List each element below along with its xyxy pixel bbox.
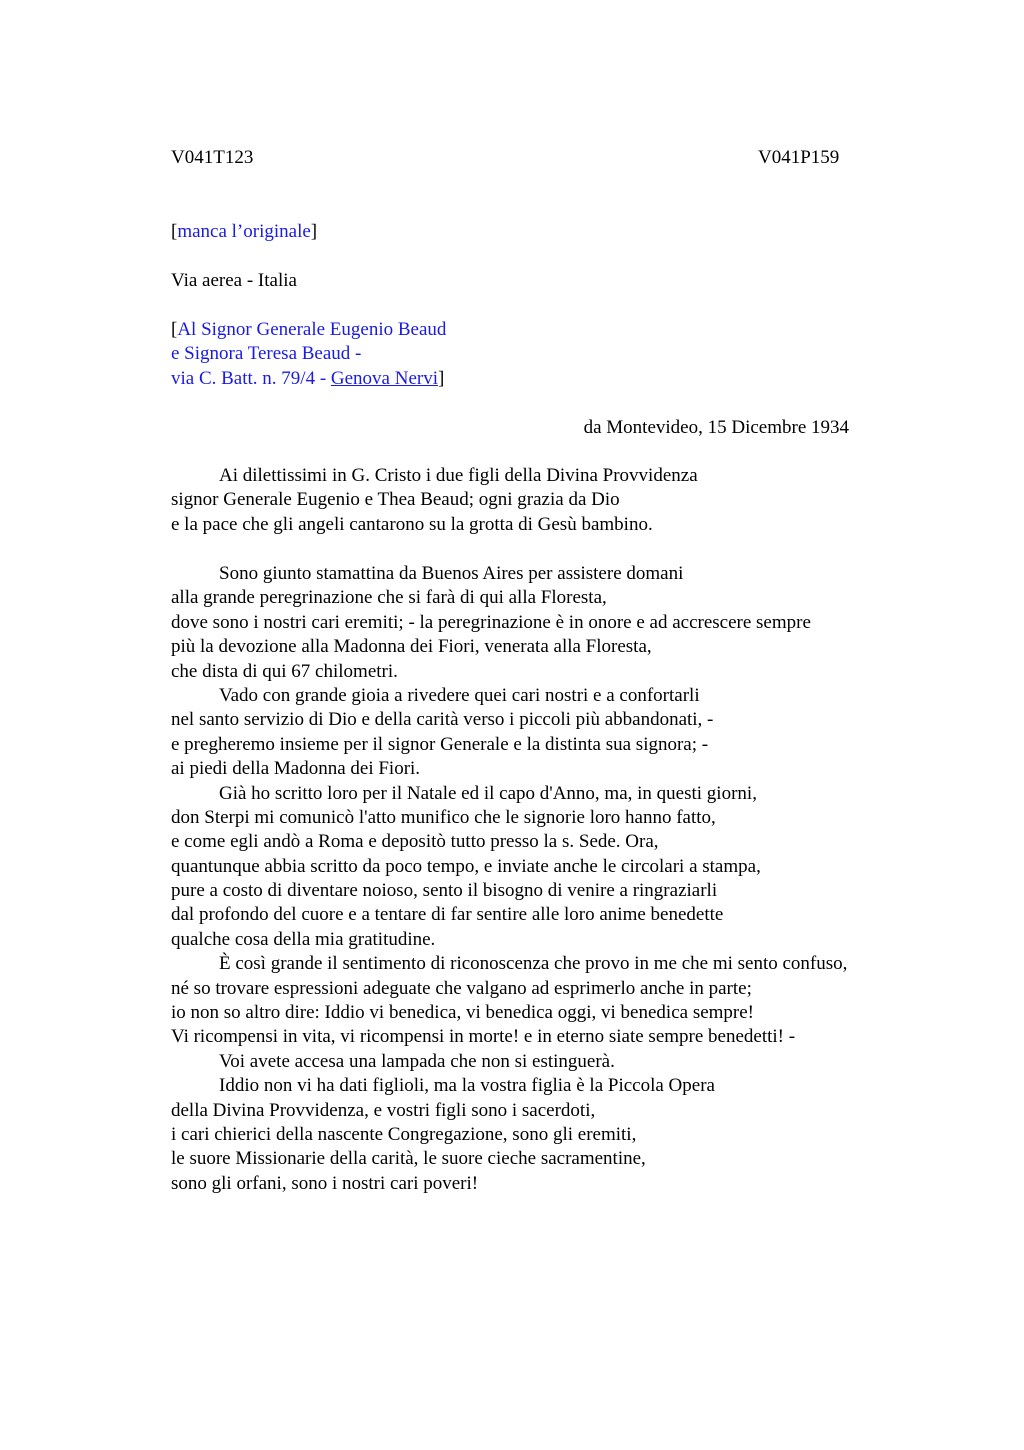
- body-line: Vi ricompensi in vita, vi ricompensi in morte! e in eterno siate sempre benedetti! -: [171, 1026, 796, 1048]
- date-line: da Montevideo, 15 Dicembre 1934: [583, 417, 849, 438]
- body-line: Sono giunto stamattina da Buenos Aires per assistere domani: [219, 563, 684, 584]
- address-line-1: Al Signor Generale Eugenio Beaud: [177, 319, 447, 340]
- body-line: e pregheremo insieme per il signor Generale e la distinta sua signora; -: [171, 733, 709, 755]
- note-text: manca l’originale: [177, 221, 311, 242]
- address-line-2: e Signora Teresa Beaud -: [171, 343, 362, 365]
- body-line: dal profondo del cuore e a tentare di far sentire alle loro anime benedette: [171, 904, 724, 926]
- body-line: i cari chierici della nascente Congregazione, sono gli eremiti,: [171, 1123, 637, 1145]
- greeting-line: signor Generale Eugenio e Thea Beaud; ogni grazia da Dio: [171, 489, 620, 511]
- body-line: della Divina Provvidenza, e vostri figli sono i sacerdoti,: [171, 1099, 596, 1121]
- body-line: Iddio non vi ha dati figlioli, ma la vostra figlia è la Piccola Opera: [219, 1075, 715, 1097]
- body-line: Vado con grande gioia a rivedere quei cari nostri e a confortarli: [219, 684, 700, 706]
- address-line-3: via C. Batt. n. 79/4 -: [171, 367, 331, 389]
- greeting-paragraph: [171, 464, 698, 537]
- note-open-bracket: [: [171, 221, 178, 242]
- body-line: quantunque abbia scritto da poco tempo, e inviate anche le circolari a stampa,: [171, 855, 761, 877]
- body-line: alla grande peregrinazione che si farà di qui alla Floresta,: [171, 587, 607, 609]
- document-code-left: V041T123: [171, 147, 254, 168]
- body-line: Voi avete accesa una lampada che non si estinguerà.: [219, 1050, 615, 1072]
- note-close-bracket: ]: [310, 221, 318, 242]
- body-line: dove sono i nostri cari eremiti; - la peregrinazione è in onore e ad accrescere sempre: [171, 611, 811, 633]
- body-line: io non so altro dire: Iddio vi benedica, vi benedica oggi, vi benedica sempre!: [171, 1002, 755, 1024]
- body-line: sono gli orfani, sono i nostri cari poveri!: [171, 1172, 479, 1194]
- body-line: ai piedi della Madonna dei Fiori.: [171, 758, 421, 780]
- body-line: e come egli andò a Roma e depositò tutto presso la s. Sede. Ora,: [171, 831, 659, 853]
- address-close-bracket: ]: [438, 367, 445, 389]
- body-line: pure a costo di diventare noioso, sento il bisogno di venire a ringraziarli: [171, 880, 718, 902]
- greeting-line: e la pace che gli angeli cantarono su la grotta di Gesù bambino.: [171, 513, 653, 535]
- address-open-bracket: [: [171, 319, 178, 340]
- letter-body: [171, 562, 847, 1196]
- body-line: don Sterpi mi comunicò l'atto munifico che le signorie loro hanno fatto,: [171, 806, 716, 828]
- page-code-right: V041P159: [758, 147, 840, 168]
- body-line: le suore Missionarie della carità, le suore cieche sacramentine,: [171, 1148, 646, 1170]
- body-line: Già ho scritto loro per il Natale ed il capo d'Anno, ma, in questi giorni,: [219, 782, 757, 804]
- missing-original-note: [171, 220, 317, 244]
- body-line: più la devozione alla Madonna dei Fiori, venerata alla Floresta,: [171, 636, 652, 658]
- body-line: nel santo servizio di Dio e della carità verso i piccoli più abbandonati, -: [171, 709, 714, 731]
- body-line: qualche cosa della mia gratitudine.: [171, 928, 436, 950]
- body-line: né so trovare espressioni adeguate che valgano ad esprimerlo anche in parte;: [171, 977, 752, 999]
- body-line: che dista di qui 67 chilometri.: [171, 660, 398, 682]
- genova-nervi-link[interactable]: Genova Nervi: [330, 367, 439, 389]
- via-aerea-line: Via aerea - Italia: [171, 270, 297, 291]
- address-block: [171, 318, 446, 391]
- greeting-line: Ai dilettissimi in G. Cristo i due figli della Divina Provvidenza: [219, 465, 698, 486]
- body-line: È così grande il sentimento di riconoscenza che provo in me che mi sento confuso,: [219, 953, 848, 975]
